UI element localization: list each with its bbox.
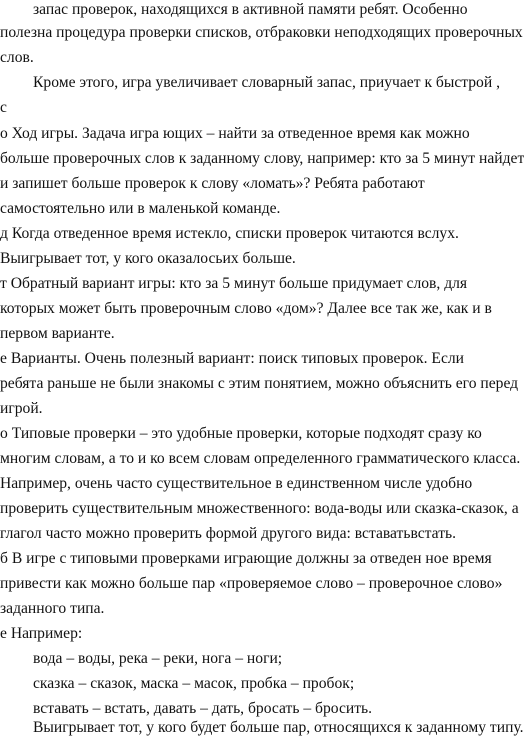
text-line: е Например: [0, 625, 83, 642]
text-line: т Обратный вариант игры: кто за 5 минут больше придумает слов, для [0, 275, 468, 292]
text-line: д Когда отведенное время истекло, списки проверок читаются вслух. [0, 225, 459, 242]
text-line: Выигрывает тот, у кого оказалосьих больше. [0, 250, 296, 267]
text-line: ребята раньше не были знакомы с этим понятием, можно объяснить его перед [0, 375, 519, 392]
text-line: запас проверок, находящихся в активной памяти ребят. Особенно [33, 1, 468, 18]
text-line: вода – воды, река – реки, нога – ноги; [33, 650, 283, 667]
text-line: Выигрывает тот, у кого будет больше пар, относящихся к заданному типу. [33, 719, 524, 736]
text-line: полезна процедура проверки списков, отбраковки неподходящих проверочных [0, 24, 523, 41]
text-line: б В игре с типовыми проверками играющие должны за отведен ное время [0, 550, 492, 567]
text-line: многим словам, а то и ко всем словам определенного грамматического класса. [0, 450, 521, 467]
text-line: о Типовые проверки – это удобные проверки, которые подходят сразу ко [0, 425, 482, 442]
text-line: е Варианты. Очень полезный вариант: поиск типовых проверок. Если [0, 350, 464, 367]
text-line: Например, очень часто существительное в единственном числе удобно [0, 475, 473, 492]
text-line: первом варианте. [0, 325, 115, 342]
text-line: проверить существительным множественного: вода-воды или сказка-сказок, а [0, 500, 519, 517]
text-line: самостоятельно или в маленькой команде. [0, 200, 281, 217]
text-line: сказка – сказок, маска – масок, пробка – пробок; [33, 675, 355, 692]
text-line: больше проверочных слов к заданному слову, например: кто за 5 минут найдет [0, 150, 524, 167]
text-line: заданного типа. [0, 600, 105, 617]
text-line: вставать – встать, давать – дать, бросать – бросить. [33, 700, 373, 717]
margin-letter: с [0, 99, 7, 116]
text-line: о Ход игры. Задача игра ющих – найти за отведенное время как можно [0, 125, 470, 142]
text-line: которых может быть проверочным слово «дом»? Далее все так же, как и в [0, 300, 492, 317]
text-line: Кроме этого, игра увеличивает словарный запас, приучает к быстрой , [33, 74, 500, 91]
text-line: и запишет больше проверок к слову «ломать»? Ребята работают [0, 175, 425, 192]
text-line: слов. [0, 49, 34, 66]
text-line: привести как можно больше пар «проверяемое слово – проверочное слово» [0, 575, 503, 592]
text-line: глагол часто можно проверить формой другого вида: вставатьвстать. [0, 525, 457, 542]
text-line: игрой. [0, 400, 43, 417]
